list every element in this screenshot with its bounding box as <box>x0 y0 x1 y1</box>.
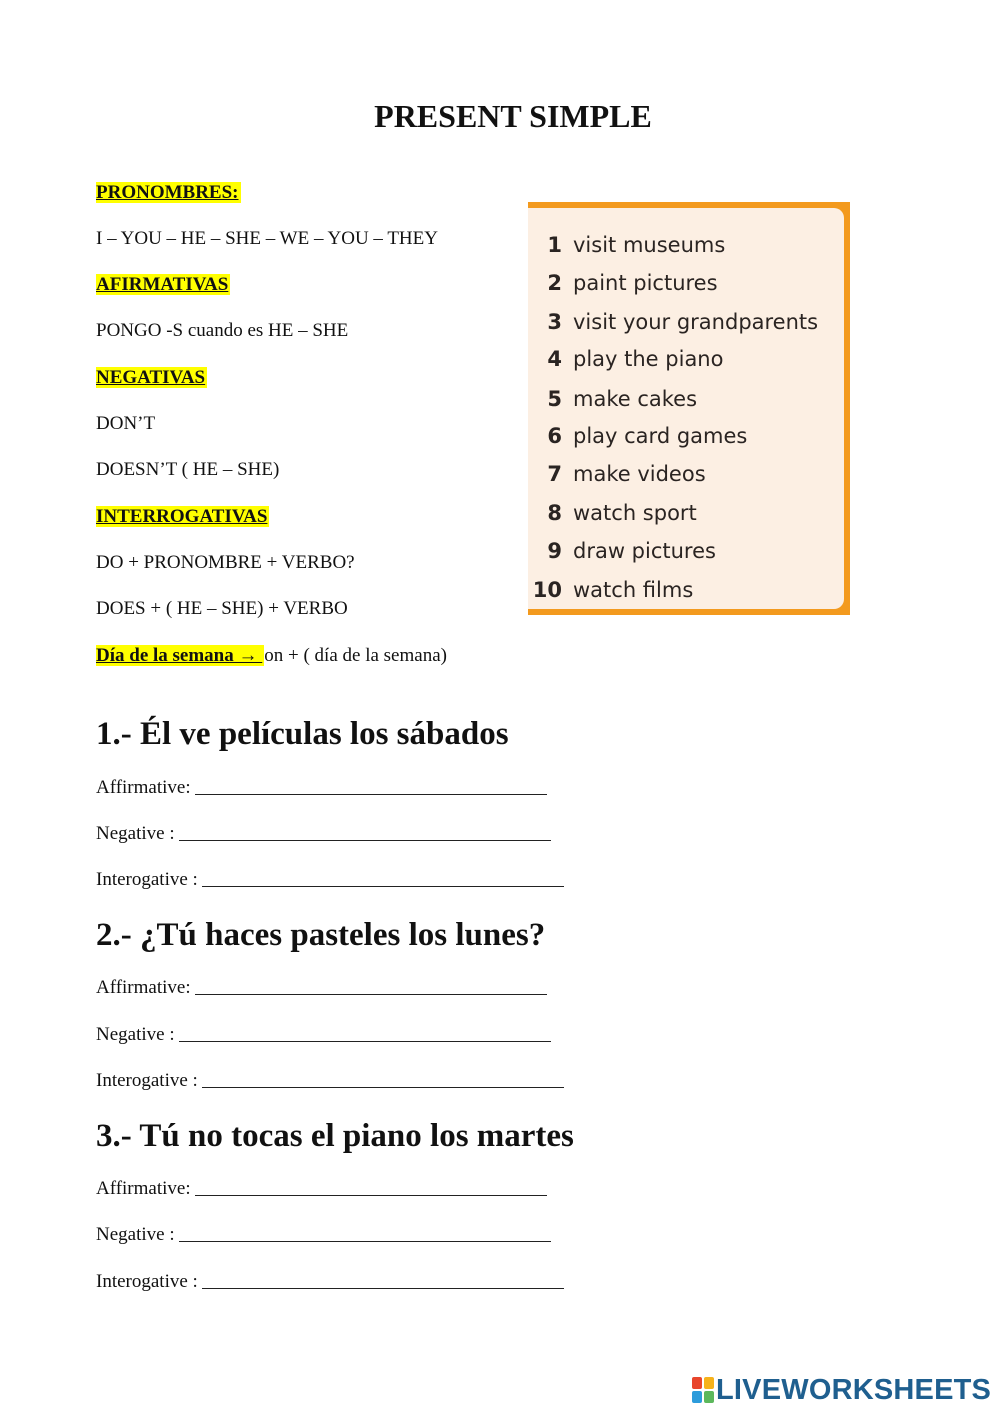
activity-item: 6 play card games <box>547 424 748 448</box>
activity-item: 9 draw pictures <box>547 539 716 563</box>
activity-item: 5 make cakes <box>547 387 698 411</box>
exercise-2-negative-input[interactable] <box>179 1026 551 1044</box>
exercise-3-negative: Negative : <box>96 1223 551 1247</box>
pronouns-heading: PRONOMBRES: <box>96 182 239 203</box>
exercise-3-interrogative: Interogative : <box>96 1270 564 1294</box>
negative-rule-dont: DON’T <box>96 413 156 434</box>
exercise-1-affirmative-input[interactable] <box>195 779 547 797</box>
liveworksheets-logo-icon <box>692 1377 714 1403</box>
activity-item: 1 visit museums <box>547 233 726 257</box>
exercise-1-interrogative-blank <box>202 868 564 887</box>
negative-heading: NEGATIVAS <box>96 367 206 388</box>
exercise-3-interrogative-input[interactable] <box>202 1273 564 1291</box>
exercise-1-interrogative: Interogative : <box>96 868 564 892</box>
weekday-rule: on + ( día de la semana) <box>264 645 447 666</box>
activities-list <box>528 208 844 609</box>
negative-rule-doesnt: DOESN’T ( HE – SHE) <box>96 459 280 480</box>
interrogative-rule-does: DOES + ( HE – SHE) + VERBO <box>96 598 348 619</box>
exercise-2-title: 2.- ¿Tú haces pasteles los lunes? <box>96 917 546 953</box>
pronouns-list: I – YOU – HE – SHE – WE – YOU – THEY <box>96 228 438 249</box>
exercise-3-negative-input[interactable] <box>179 1226 551 1244</box>
exercise-2-interrogative-input[interactable] <box>202 1072 564 1090</box>
activity-item: 10 watch films <box>532 578 694 602</box>
activities-card <box>528 202 850 615</box>
activity-item: 7 make videos <box>547 462 706 486</box>
activity-item: 8 watch sport <box>547 501 697 525</box>
activity-item: 2 paint pictures <box>547 271 718 295</box>
activity-item: 3 visit your grandparents <box>547 310 819 334</box>
weekday-heading: Día de la semana → <box>96 645 263 666</box>
exercise-1-affirmative: Affirmative: <box>96 776 547 800</box>
exercise-2-interrogative: Interogative : <box>96 1069 564 1093</box>
exercise-2-negative: Negative : <box>96 1023 551 1047</box>
exercise-3-title: 3.- Tú no tocas el piano los martes <box>96 1118 574 1154</box>
affirmative-rule: PONGO -S cuando es HE – SHE <box>96 320 349 341</box>
exercise-3-affirmative: Affirmative: <box>96 1177 547 1201</box>
exercise-1-title: 1.- Él ve películas los sábados <box>96 716 509 752</box>
exercise-3-affirmative-input[interactable] <box>195 1180 547 1198</box>
exercise-2-affirmative-blank <box>195 976 547 995</box>
activity-item: 4 play the piano <box>547 347 724 371</box>
exercise-2-negative-blank <box>179 1023 551 1042</box>
exercise-3-affirmative-blank <box>195 1177 547 1196</box>
affirmative-heading: AFIRMATIVAS <box>96 274 229 295</box>
exercise-2-affirmative-input[interactable] <box>195 979 547 997</box>
liveworksheets-wordmark: LIVEWORKSHEETS <box>716 1373 992 1406</box>
exercise-1-negative-blank <box>179 822 551 841</box>
logo-square-yellow <box>704 1377 714 1389</box>
exercise-2-affirmative: Affirmative: <box>96 976 547 1000</box>
exercise-1-negative: Negative : <box>96 822 551 846</box>
weekday-rule-line <box>96 644 447 668</box>
exercise-3-interrogative-blank <box>202 1270 564 1289</box>
exercise-1-interrogative-input[interactable] <box>202 871 564 889</box>
exercise-3-negative-blank <box>179 1223 551 1242</box>
logo-square-green <box>704 1391 714 1403</box>
exercise-1-negative-input[interactable] <box>179 825 551 843</box>
logo-square-red <box>692 1377 702 1389</box>
exercise-1-affirmative-blank <box>195 776 547 795</box>
liveworksheets-logo <box>692 1374 991 1406</box>
logo-square-blue <box>692 1391 702 1403</box>
exercise-2-interrogative-blank <box>202 1069 564 1088</box>
page-title: PRESENT SIMPLE <box>374 98 652 134</box>
interrogative-rule-do: DO + PRONOMBRE + VERBO? <box>96 552 355 573</box>
interrogative-heading: INTERROGATIVAS <box>96 506 268 527</box>
